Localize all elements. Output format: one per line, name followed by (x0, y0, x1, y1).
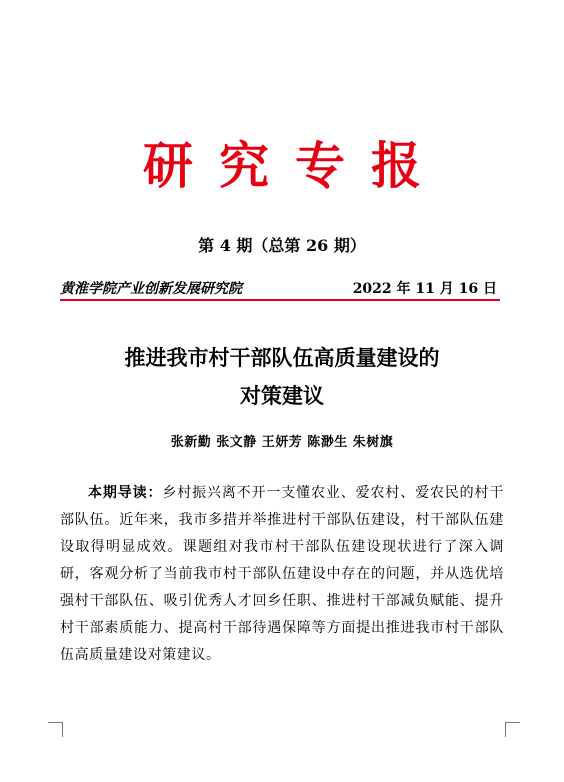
report-title-line-2: 对策建议 (240, 383, 324, 408)
issue-number: 第 4 期（总第 26 期） (198, 236, 366, 255)
report-title (0, 339, 564, 415)
margin-corner-mark-right (505, 722, 520, 737)
red-divider (60, 299, 500, 301)
margin-corner-mark-left (48, 722, 63, 737)
report-title-line-1: 推进我市村干部队伍高质量建设的 (124, 345, 440, 370)
author-list: 张新勤 张文静 王妍芳 陈渺生 朱树旗 (170, 435, 394, 450)
abstract-paragraph (60, 480, 504, 669)
publish-date: 2022 年 11 月 16 日 (352, 281, 497, 297)
masthead-title: 研究专报 (143, 137, 447, 195)
publisher-line (60, 279, 500, 301)
abstract-label: 本期导读： (88, 485, 163, 501)
abstract-body: 乡村振兴离不开一支懂农业、爱农村、爱农民的村干部队伍。近年来，我市多措并举推进村干部队伍建设，村干部队伍建设取得明显成效。课题组对我市村干部队伍建设现状进行了深入调研，客观分析了当前我市村干部队伍建设中存在的问题，并从选优培强村干部队伍、吸引优秀人才回乡任职、推进村干部减负赋能、提升村干部素质能力、提高村干部待遇保障等方面提出推进我市村干部队伍高质量建设对策建议。 (60, 485, 504, 663)
organization-name: 黄淮学院产业创新发展研究院 (60, 281, 242, 297)
